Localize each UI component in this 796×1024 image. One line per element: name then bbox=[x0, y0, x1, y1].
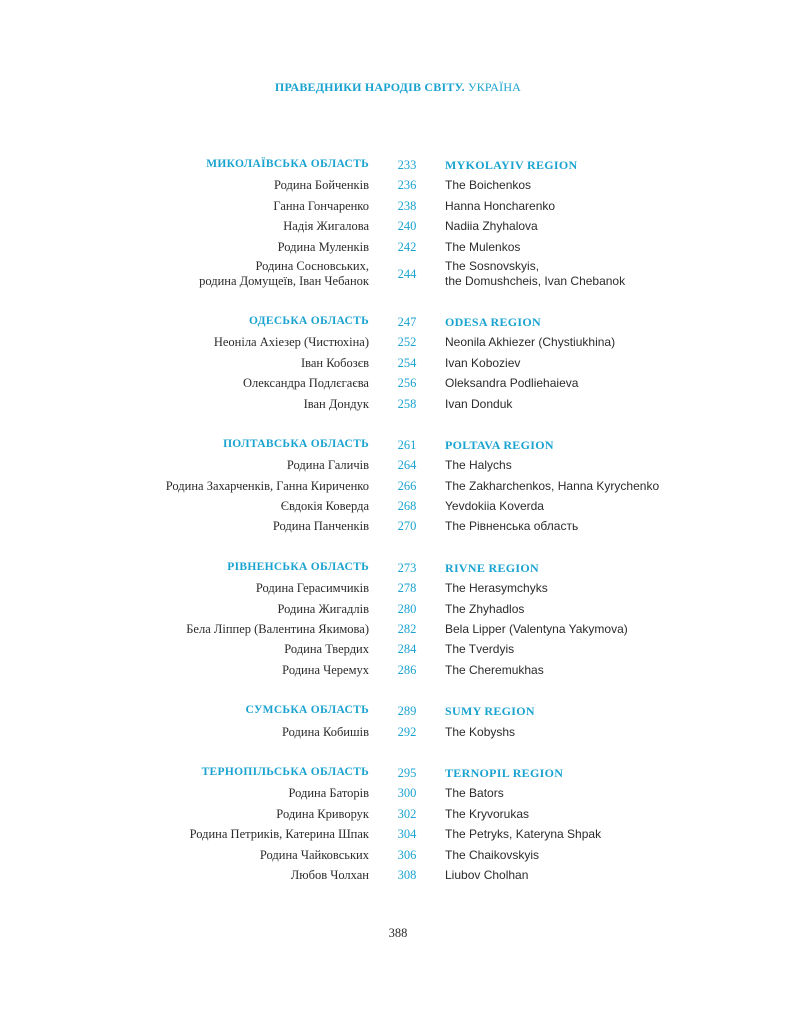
toc-entry-ua-title: Бела Ліппер (Валентина Якимова) bbox=[186, 622, 369, 637]
toc-entry-en-title: The Рівненська область bbox=[445, 519, 579, 534]
toc-entry-page-number: 258 bbox=[397, 396, 417, 411]
toc-entry-ua-title: Родина Галичів bbox=[286, 458, 369, 473]
toc-entry[interactable] bbox=[0, 866, 796, 886]
region-heading-ua-title: РІВНЕНСЬКА ОБЛАСТЬ bbox=[227, 560, 369, 573]
toc-entry[interactable] bbox=[0, 640, 796, 660]
toc-entry-ua-title: Родина Баторів bbox=[288, 786, 369, 801]
region-heading-page-number: 261 bbox=[397, 437, 417, 452]
region-heading-en-title: RIVNE REGION bbox=[445, 560, 539, 575]
toc-entry-en-title: Nadiia Zhyhalova bbox=[445, 219, 538, 234]
toc-entry[interactable] bbox=[0, 238, 796, 258]
toc-entry[interactable] bbox=[0, 333, 796, 353]
header-title-bold: ПРАВЕДНИКИ НАРОДІВ СВІТУ. bbox=[274, 80, 465, 94]
toc-entry[interactable] bbox=[0, 723, 796, 743]
toc-entry-ua-title: Родина Герасимчиків bbox=[255, 581, 369, 596]
toc-entry-ua-title: Іван Дондук bbox=[303, 396, 369, 411]
region-heading-en-title: SUMY REGION bbox=[445, 704, 535, 719]
toc-entry-page-number: 236 bbox=[397, 178, 417, 193]
toc-entry-page-number: 264 bbox=[397, 458, 417, 473]
toc-entry-page-number: 308 bbox=[397, 867, 417, 882]
toc-entry-page-number: 266 bbox=[397, 478, 417, 493]
toc-section bbox=[0, 313, 796, 415]
toc-entry-en-title: The Zakharchenkos, Hanna Kyrychenko bbox=[445, 478, 660, 493]
toc-entry[interactable] bbox=[0, 456, 796, 476]
toc-entry-ua-title: Родина Бойченків bbox=[273, 178, 369, 193]
toc-entry-ua-title: Ганна Гончаренко bbox=[273, 198, 369, 213]
toc-entry-ua-title: Євдокія Коверда bbox=[280, 499, 369, 514]
toc-entry-ua-title: Родина Петриків, Катерина Шпак bbox=[189, 827, 369, 842]
toc-entry-en-title: Oleksandra Podliehaieva bbox=[445, 376, 579, 391]
toc-entry-page-number: 292 bbox=[397, 724, 417, 739]
toc-entry-ua-title: Родина Муленків bbox=[277, 239, 369, 254]
region-heading[interactable] bbox=[0, 313, 796, 333]
toc-entry-page-number: 268 bbox=[397, 499, 417, 514]
toc-entry-en-title: The Kobyshs bbox=[445, 724, 516, 739]
toc-entry-en-title: The Bators bbox=[445, 786, 504, 801]
toc-entry-en-title: The Herasymchyks bbox=[445, 581, 548, 596]
toc-entry[interactable] bbox=[0, 784, 796, 804]
toc-entry-en-title: The Mulenkos bbox=[445, 239, 521, 254]
toc-entry[interactable] bbox=[0, 600, 796, 620]
region-heading-page-number: 273 bbox=[397, 560, 417, 575]
toc-entry-ua-title: Родина Сосновських, родина Домущеїв, Іван Чебанок bbox=[199, 258, 369, 288]
toc-section bbox=[0, 436, 796, 538]
toc-entry-page-number: 280 bbox=[397, 601, 417, 616]
region-heading[interactable] bbox=[0, 436, 796, 456]
toc-entry-en-title: Hanna Honcharenko bbox=[445, 198, 556, 213]
toc-entry[interactable] bbox=[0, 661, 796, 681]
toc-entry-ua-title: Родина Кобишів bbox=[282, 724, 369, 739]
region-heading-page-number: 295 bbox=[397, 765, 417, 780]
region-heading-page-number: 233 bbox=[397, 158, 417, 172]
toc-entry-en-title: The Zhyhadlos bbox=[445, 601, 525, 616]
toc-entry-ua-title: Родина Захарченків, Ганна Кириченко bbox=[165, 478, 369, 493]
toc-entry-page-number: 240 bbox=[397, 219, 417, 234]
toc-entry-en-title: Neonila Akhiezer (Chystiukhina) bbox=[445, 335, 616, 350]
toc-entry-ua-title: Надія Жигалова bbox=[283, 219, 369, 234]
toc-entry-ua-title: Родина Черемух bbox=[282, 662, 369, 677]
toc-entry-en-title: The Boichenkos bbox=[445, 178, 532, 193]
page-number: 388 bbox=[388, 926, 408, 940]
toc-entry-en-title: The Chaikovskyis bbox=[445, 847, 540, 862]
toc-entry-page-number: 284 bbox=[397, 642, 417, 657]
region-heading[interactable] bbox=[0, 702, 796, 722]
toc-entry-page-number: 286 bbox=[397, 662, 417, 677]
toc-entry-en-title: The Petryks, Kateryna Shpak bbox=[445, 827, 602, 842]
region-heading-en-title: ODESA REGION bbox=[445, 314, 541, 329]
toc-entry-ua-title: Родина Твердих bbox=[284, 642, 369, 657]
region-heading-ua-title: ТЕРНОПІЛЬСЬКА ОБЛАСТЬ bbox=[201, 765, 369, 778]
toc-entry[interactable] bbox=[0, 197, 796, 217]
toc-entry-ua-title: Родина Панченків bbox=[272, 519, 369, 534]
region-heading-page-number: 289 bbox=[397, 704, 417, 719]
toc-entry-page-number: 252 bbox=[397, 335, 417, 350]
toc-entry[interactable] bbox=[0, 497, 796, 517]
toc-entry[interactable] bbox=[0, 477, 796, 497]
region-heading-ua-title: СУМСЬКА ОБЛАСТЬ bbox=[245, 704, 369, 717]
toc-entry-ua-title: Родина Жигадлів bbox=[277, 601, 369, 616]
toc-entry-page-number: 304 bbox=[397, 827, 417, 842]
toc-entry-en-title: Ivan Koboziev bbox=[445, 355, 521, 370]
toc-entry-en-title: Bela Lipper (Valentyna Yakymova) bbox=[445, 622, 628, 637]
toc-entry-ua-title: Родина Чайковських bbox=[259, 847, 369, 862]
toc-entry-en-title: The Cheremukhas bbox=[445, 662, 544, 677]
region-heading-en-title: TERNOPIL REGION bbox=[445, 765, 564, 780]
toc-entry[interactable] bbox=[0, 846, 796, 866]
toc-entry-en-title: The Tverdyis bbox=[445, 642, 515, 657]
region-heading[interactable] bbox=[0, 764, 796, 784]
region-heading-en-title: MYKOLAYIV REGION bbox=[445, 158, 578, 172]
toc-entry-en-title: The Kryvorukas bbox=[445, 806, 530, 821]
header-title-regular: УКРАЇНА bbox=[468, 80, 522, 94]
toc-entry[interactable] bbox=[0, 805, 796, 825]
toc-entry[interactable] bbox=[0, 217, 796, 237]
region-heading[interactable] bbox=[0, 156, 796, 176]
toc-entry-ua-title: Іван Кобозєв bbox=[300, 355, 369, 370]
toc-entry-page-number: 270 bbox=[397, 519, 417, 534]
toc-entry[interactable] bbox=[0, 395, 796, 415]
toc-entry-page-number: 306 bbox=[397, 847, 417, 862]
toc-entry[interactable] bbox=[0, 825, 796, 845]
table-of-contents bbox=[0, 156, 796, 907]
region-heading-en-title: POLTAVA REGION bbox=[445, 437, 554, 452]
toc-entry-page-number: 278 bbox=[397, 581, 417, 596]
page-header bbox=[0, 80, 796, 95]
toc-entry-ua-title: Любов Чолхан bbox=[290, 867, 369, 882]
toc-entry-page-number: 256 bbox=[397, 376, 417, 391]
region-heading-page-number: 247 bbox=[397, 314, 417, 329]
toc-entry-page-number: 300 bbox=[397, 786, 417, 801]
toc-entry[interactable] bbox=[0, 579, 796, 599]
toc-entry-ua-title: Неоніла Ахіезер (Чистюхіна) bbox=[213, 335, 369, 350]
toc-entry-ua-title: Родина Криворук bbox=[276, 806, 369, 821]
toc-entry-ua-title: Олександра Подлєгаєва bbox=[242, 376, 369, 391]
toc-entry[interactable] bbox=[0, 176, 796, 196]
toc-section bbox=[0, 559, 796, 681]
toc-entry-en-title: Ivan Donduk bbox=[445, 396, 513, 411]
region-heading[interactable] bbox=[0, 559, 796, 579]
toc-entry-page-number: 242 bbox=[397, 239, 417, 254]
toc-entry[interactable] bbox=[0, 354, 796, 374]
toc-section bbox=[0, 764, 796, 886]
toc-entry-en-title: Liubov Cholhan bbox=[445, 867, 529, 882]
toc-entry-en-title: Yevdokiia Koverda bbox=[445, 499, 544, 514]
toc-entry-en-title: The Halychs bbox=[445, 458, 512, 473]
toc-entry-page-number: 302 bbox=[397, 806, 417, 821]
toc-entry[interactable] bbox=[0, 517, 796, 537]
region-heading-ua-title: МИКОЛАЇВСЬКА ОБЛАСТЬ bbox=[206, 158, 369, 170]
toc-section bbox=[0, 156, 796, 292]
toc-entry-page-number: 244 bbox=[397, 266, 417, 281]
toc-entry-page-number: 282 bbox=[397, 622, 417, 637]
toc-entry-page-number: 238 bbox=[397, 198, 417, 213]
toc-entry-page-number: 254 bbox=[397, 355, 417, 370]
toc-entry[interactable] bbox=[0, 258, 796, 292]
toc-entry[interactable] bbox=[0, 374, 796, 394]
region-heading-ua-title: ОДЕСЬКА ОБЛАСТЬ bbox=[248, 314, 369, 327]
toc-entry-en-title: The Sosnovskyis, the Domushcheis, Ivan Chebanok bbox=[445, 258, 626, 288]
region-heading-ua-title: ПОЛТАВСЬКА ОБЛАСТЬ bbox=[223, 437, 369, 450]
toc-section bbox=[0, 702, 796, 743]
toc-entry[interactable] bbox=[0, 620, 796, 640]
